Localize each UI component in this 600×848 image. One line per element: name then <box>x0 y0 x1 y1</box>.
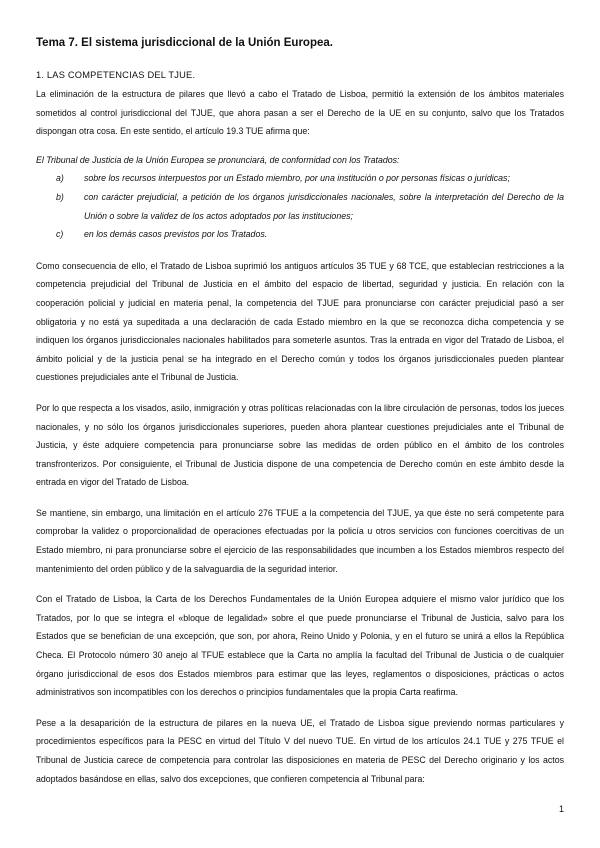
paragraph-carta: Con el Tratado de Lisboa, la Carta de los Derechos Fundamentales de la Unión Europea adquiere el mismo valor jurídico que los Tratados, por lo que se integra el «bloque de legalidad» sobre el que puede pronunciarse el Tribunal de Justicia, salvo para los Estados que se benefician de una excepción, que son, por ahora, Reino Unido y Polonia, y en el futuro se unirá a ellos la República Checa. El Protocolo número 30 anejo al TFUE establece que la Carta no amplía la facultad del Tribunal de Justicia o de cualquier órgano jurisdiccional de esos dos Estados miembros para estimar que las leyes, reglamentos o disposiciones, prácticas o actos administrativos son incompatibles con los derechos o principios fundamentales que la propia Carta reafirma. <box>36 594 564 698</box>
paragraph-visados: Por lo que respecta a los visados, asilo, inmigración y otras políticas relacionadas con la libre circulación de personas, todos los jueces nacionales, y no sólo los órganos jurisdiccionales superiores, pueden ahora plantear cuestiones prejudiciales ante el Tribunal de Justicia, y éste adquiere competencia para pronunciarse sobre las medidas de orden público en el ámbito de los controles transfronterizos. Por consiguiente, el Tribunal de Justicia dispone de una competencia de Derecho común en este ámbito desde la entrada en vigor del Tratado de Lisboa. <box>36 402 564 488</box>
quote-intro: El Tribunal de Justicia de la Unión Europea se pronunciará, de conformidad con los Tratados: <box>36 154 400 165</box>
quote-list <box>36 169 564 243</box>
paragraph-pesc: Pese a la desaparición de la estructura de pilares en la nueva UE, el Tratado de Lisboa sigue previendo normas particulares y procedimientos específicos para la PESC en virtud del Título V del nuevo TUE. En virtud de los artículos 24.1 TUE y 275 TFUE el Tribunal de Justicia carece de competencia para controlar las disposiciones en materia de PESC del Derecho originario y los actos adoptados basándose en ellas, salvo dos excepciones, que confieren competencia al Tribunal para: <box>36 717 564 784</box>
list-marker: b) <box>56 191 64 202</box>
list-item-text: con carácter prejudicial, a petición de los órganos jurisdiccionales nacionales, sobre la interpretación del Derecho de la Unión o sobre la validez de los actos adoptados por las instituciones; <box>84 191 564 221</box>
page-title: Tema 7. El sistema jurisdiccional de la Unión Europea. <box>36 37 333 49</box>
list-item-text: en los demás casos previstos por los Tratados. <box>84 229 268 240</box>
paragraph-limitacion-276: Se mantiene, sin embargo, una limitación en el artículo 276 TFUE a la competencia del TJUE, ya que éste no será competente para comprobar la validez o proporcionalidad de operaciones efectuadas por la policía u otros servicios con funciones coercitivas de un Estado miembro, ni para pronunciarse sobre el ejercicio de las responsabilidades que incumben a los Estados miembros respecto del mantenimiento del orden público y de la salvaguardia de la seguridad interior. <box>36 507 564 574</box>
paragraph-intro: La eliminación de la estructura de pilares que llevó a cabo el Tratado de Lisboa, permitió la extensión de los ámbitos materiales sometidos al control jurisdiccional del TJUE, que ahora pasan a ser el Derecho de la UE en su conjunto, salvo que los Tratados dispongan otra cosa. En este sentido, el artículo 19.3 TUE afirma que: <box>36 89 564 137</box>
quote-item-c <box>56 225 564 244</box>
quote-item-b <box>56 188 564 225</box>
page-number: 1 <box>558 804 564 814</box>
list-marker: c) <box>56 229 64 240</box>
section-heading: 1. LAS COMPETENCIAS DEL TJUE. <box>36 70 196 80</box>
list-item-text: sobre los recursos interpuestos por un Estado miembro, por una institución o por personas físicas o jurídicas; <box>84 173 510 184</box>
list-marker: a) <box>56 173 64 184</box>
paragraph-lisboa-consequences: Como consecuencia de ello, el Tratado de Lisboa suprimió los antiguos artículos 35 TUE y 68 TCE, que establecían restricciones a la competencia prejudicial del Tribunal de Justicia en el ámbito del espacio de libertad, seguridad y justicia. En relación con la cooperación policial y judicial en materia penal, la competencia del TJUE para pronunciarse con carácter prejudicial pasó a ser obligatoria y no está ya supeditada a una declaración de cada Estado miembro en la que se reconozca dicha competencia y se indiquen los órganos jurisdiccionales nacionales habilitados para someterle asuntos. Tras la entrada en vigor del Tratado de Lisboa, el ámbito policial y de la justicia penal se ha integrado en el Derecho común y todos los órganos jurisdiccionales pueden plantear cuestiones prejudiciales ante el Tribunal de Justicia. <box>36 260 564 383</box>
quote-item-a <box>56 169 564 188</box>
